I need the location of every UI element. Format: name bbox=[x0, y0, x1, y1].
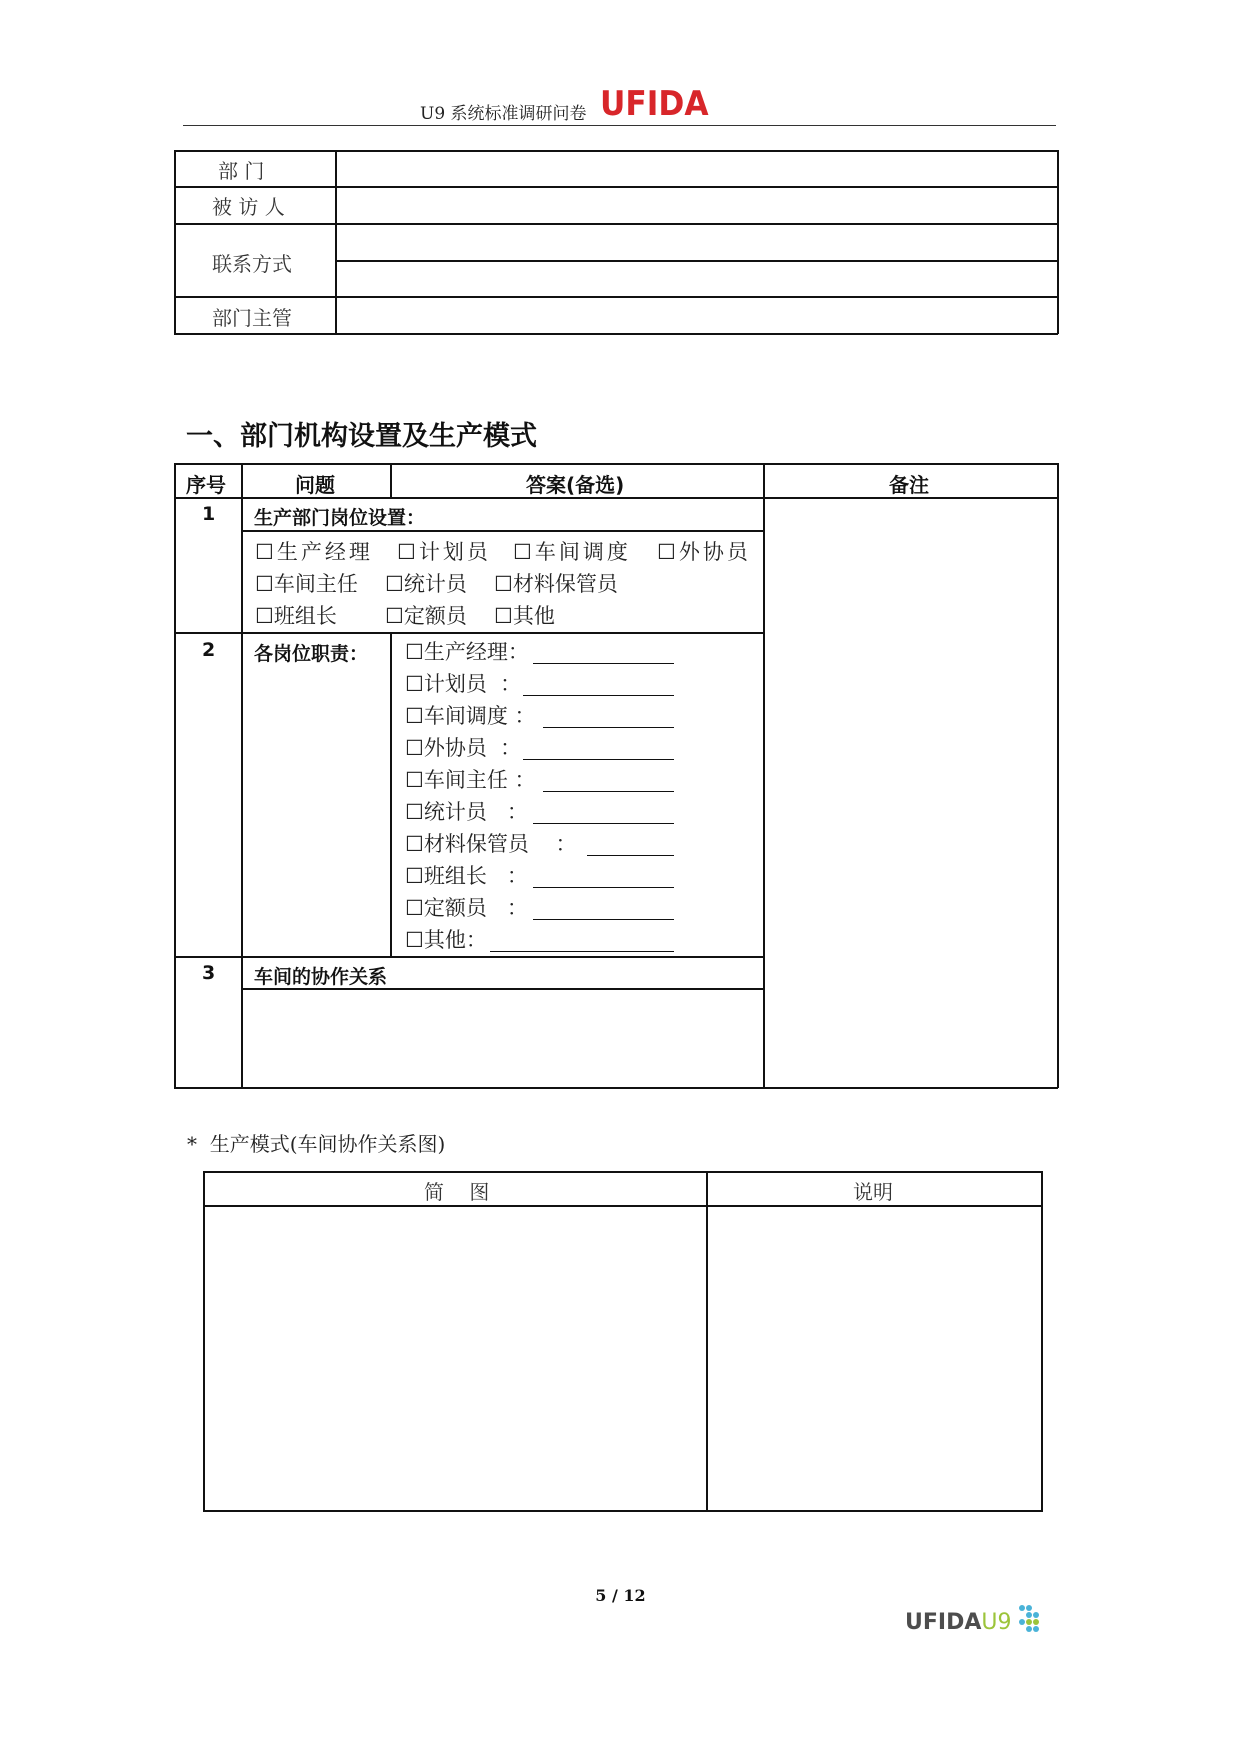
option-workshop-director[interactable]: ☐车间主任 bbox=[255, 572, 358, 596]
footer-logo bbox=[905, 1610, 1011, 1635]
page-number: 5 / 12 bbox=[595, 1586, 646, 1605]
option-quota-clerk[interactable]: ☐定额员 bbox=[385, 604, 467, 628]
duty-material-keeper-blank[interactable] bbox=[587, 855, 674, 856]
col-header-question: 问题 bbox=[295, 473, 335, 497]
duty-planner: ☐计划员 ： bbox=[405, 672, 522, 696]
col-header-no: 序号 bbox=[186, 473, 226, 497]
section-title: 一、部门机构设置及生产模式 bbox=[186, 421, 537, 452]
row-3-no: 3 bbox=[202, 962, 216, 984]
duty-outsourcing: ☐外协员 ： bbox=[405, 736, 522, 760]
duty-quota-clerk-blank[interactable] bbox=[533, 919, 674, 920]
duty-statistician-blank[interactable] bbox=[533, 823, 674, 824]
duty-production-manager-blank[interactable] bbox=[533, 663, 674, 664]
contact-label: 联系方式 bbox=[212, 252, 292, 276]
option-production-manager[interactable]: ☐生产经理 bbox=[255, 540, 373, 564]
option-material-keeper[interactable]: ☐材料保管员 bbox=[494, 572, 618, 596]
option-statistician[interactable]: ☐统计员 bbox=[385, 572, 467, 596]
option-workshop-dispatch[interactable]: ☐车间调度 bbox=[513, 540, 631, 564]
row-2-question: 各岗位职责： bbox=[254, 643, 369, 665]
duty-other-blank[interactable] bbox=[490, 951, 674, 952]
option-team-leader[interactable]: ☐班组长 bbox=[255, 604, 337, 628]
option-other[interactable]: ☐其他 bbox=[494, 604, 555, 628]
footer-logo-ufida: UFIDA bbox=[905, 1610, 982, 1635]
duty-material-keeper: ☐材料保管员 ： bbox=[405, 832, 577, 856]
production-mode-note: * 生产模式(车间协作关系图) bbox=[187, 1132, 446, 1156]
ufida-logo: UFIDA bbox=[600, 84, 709, 124]
description-col-header: 说明 bbox=[853, 1180, 893, 1204]
diagram-area[interactable] bbox=[205, 1207, 705, 1509]
duty-quota-clerk: ☐定额员 ： bbox=[405, 896, 528, 920]
duty-workshop-director: ☐车间主任 ： bbox=[405, 768, 536, 792]
duty-planner-blank[interactable] bbox=[523, 695, 674, 696]
department-label: 部 门 bbox=[218, 159, 265, 183]
col-header-remark: 备注 bbox=[889, 473, 929, 497]
remark-area[interactable] bbox=[765, 499, 1056, 1086]
row-1-no: 1 bbox=[202, 503, 216, 525]
description-area[interactable] bbox=[708, 1207, 1040, 1509]
duty-other: ☐其他： bbox=[405, 928, 487, 952]
option-outsourcing[interactable]: ☐外协员 bbox=[657, 540, 751, 564]
interviewee-label: 被 访 人 bbox=[212, 195, 285, 219]
diagram-col-header: 简 图 bbox=[424, 1180, 490, 1204]
duty-workshop-director-blank[interactable] bbox=[543, 791, 674, 792]
row-3-answer-area[interactable] bbox=[243, 990, 762, 1086]
row-3-question: 车间的协作关系 bbox=[254, 966, 388, 988]
dots-icon bbox=[1017, 1602, 1047, 1638]
row-1-question: 生产部门岗位设置： bbox=[254, 507, 426, 529]
duty-workshop-dispatch: ☐车间调度 ： bbox=[405, 704, 536, 728]
dept-head-label: 部门主管 bbox=[212, 306, 292, 330]
col-header-answer: 答案(备选) bbox=[526, 473, 625, 497]
header-title: U9 系统标准调研问卷 bbox=[420, 104, 587, 124]
duty-team-leader: ☐班组长 ： bbox=[405, 864, 528, 888]
duty-production-manager: ☐生产经理： bbox=[405, 640, 529, 664]
footer-logo-u9: U9 bbox=[981, 1610, 1012, 1635]
option-planner[interactable]: ☐计划员 bbox=[397, 540, 491, 564]
header-rule bbox=[183, 125, 1056, 126]
row-2-no: 2 bbox=[202, 639, 216, 661]
duty-workshop-dispatch-blank[interactable] bbox=[543, 727, 674, 728]
duty-team-leader-blank[interactable] bbox=[533, 887, 674, 888]
duty-statistician: ☐统计员 ： bbox=[405, 800, 528, 824]
duty-outsourcing-blank[interactable] bbox=[523, 759, 674, 760]
